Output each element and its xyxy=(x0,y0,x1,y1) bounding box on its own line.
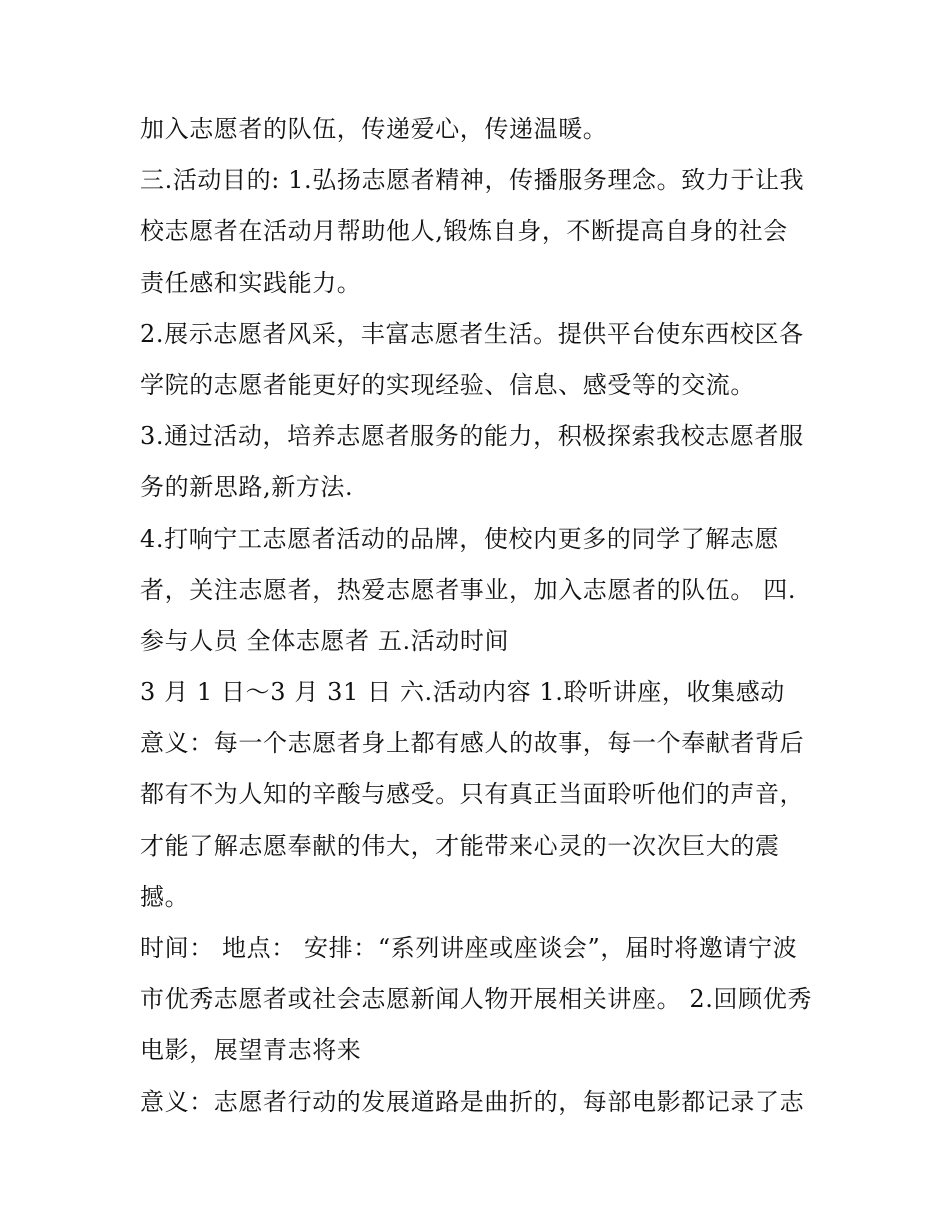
text-line: 责任感和实践能力。 xyxy=(140,268,362,297)
text-line: 才能了解志愿奉献的伟大，才能带来心灵的一次次巨大的震 xyxy=(140,831,780,860)
text-line: 意义：每一个志愿者身上都有感人的故事，每一个奉献者背后 xyxy=(140,729,805,758)
text-line: 3 月 1 日～3 月 31 日 六.活动内容 1.聆听讲座，收集感动 xyxy=(140,678,785,707)
document-body xyxy=(140,104,820,1128)
text-line: 者，关注志愿者，热爱志愿者事业，加入志愿者的队伍。 四. xyxy=(140,575,797,604)
text-line: 意义：志愿者行动的发展道路是曲折的，每部电影都记录了志 xyxy=(140,1087,805,1116)
text-line: 加入志愿者的队伍，传递爱心，传递温暖。 xyxy=(140,115,608,143)
text-line: 撼。 xyxy=(140,882,190,911)
text-line: 时间： 地点： 安排：“系列讲座或座谈会”，届时将邀请宁波 xyxy=(140,934,798,962)
text-line: 校志愿者在活动月帮助他人,锻炼自身，不断提高自身的社会 xyxy=(140,217,788,246)
text-line: 务的新思路,新方法. xyxy=(140,473,354,502)
text-line: 市优秀志愿者或社会志愿新闻人物开展相关讲座。 2.回顾优秀 xyxy=(140,985,812,1014)
text-line: 2.展示志愿者风采，丰富志愿者生活。提供平台使东西校区各 xyxy=(140,319,804,348)
text-line: 4.打响宁工志愿者活动的品牌，使校内更多的同学了解志愿 xyxy=(140,524,780,553)
text-line: 学院的志愿者能更好的实现经验、信息、感受等的交流。 xyxy=(140,370,755,399)
text-line: 三.活动目的: 1.弘扬志愿者精神，传播服务理念。致力于让我 xyxy=(140,166,805,195)
text-line: 电影，展望青志将来 xyxy=(140,1036,362,1065)
text-line: 都有不为人知的辛酸与感受。只有真正当面聆听他们的声音， xyxy=(140,780,805,809)
text-line: 参与人员 全体志愿者 五.活动时间 xyxy=(140,626,510,655)
text-line: 3.通过活动，培养志愿者服务的能力，积极探索我校志愿者服 xyxy=(140,422,804,451)
